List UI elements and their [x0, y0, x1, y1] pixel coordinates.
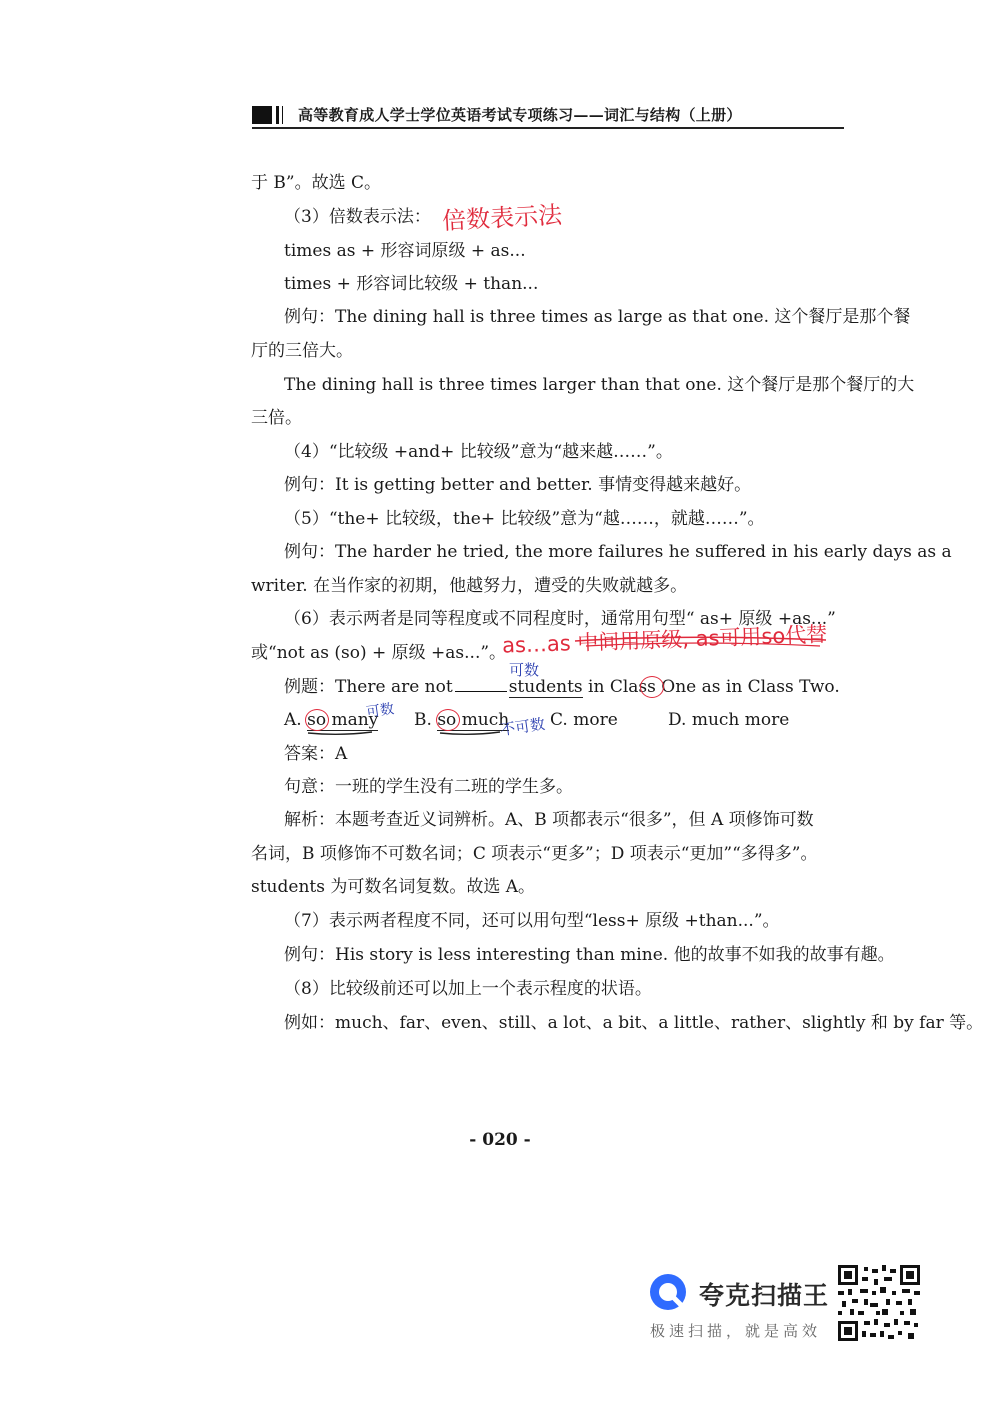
- option-a: [284, 710, 378, 730]
- question-word-students: students: [508, 677, 583, 697]
- header-bar-mark-thin: [282, 106, 283, 124]
- text-line: 或“not as (so) + 原级 +as...”。: [251, 643, 507, 663]
- question-as: as: [701, 677, 721, 697]
- option-c: C. more: [550, 710, 618, 730]
- analysis-line: 解析：本题考查近义词辨析。A、B 项都表示“很多”，但 A 项修饰可数: [284, 810, 814, 830]
- formula-line: times as + 形容词原级 + as...: [284, 241, 526, 261]
- option-a-label: A.: [284, 710, 302, 730]
- red-circle-so-b: [436, 709, 460, 731]
- section-heading-5: （5）“the+ 比较级，the+ 比较级”意为“越……，就越……”。: [284, 509, 765, 529]
- handwritten-note-multiples: 倍数表示法: [441, 200, 563, 236]
- header-rule: [252, 127, 844, 129]
- option-a-word: many: [331, 710, 379, 730]
- answer-blank: [455, 677, 507, 692]
- page-number: - 020 -: [469, 1130, 531, 1150]
- meaning-line: 句意：一班的学生没有二班的学生多。: [284, 777, 573, 797]
- section-heading-8: （8）比较级前还可以加上一个表示程度的状语。: [284, 979, 652, 999]
- option-d: D. much more: [668, 710, 790, 730]
- analysis-line: students 为可数名词复数。故选 A。: [251, 877, 536, 897]
- example-line: 例句：It is getting better and better. 事情变得越来越好。: [284, 475, 752, 495]
- handwritten-note-as-as: as…as 中间用原级, as可用so代替: [501, 622, 828, 658]
- page-header: [252, 102, 844, 128]
- example-line: The dining hall is three times larger than that one. 这个餐厅是那个餐厅的大: [284, 375, 915, 395]
- example-line: 例句：The harder he tried, the more failures he suffered in his early days as a: [284, 542, 952, 562]
- question-suffix: in Class Two.: [720, 677, 840, 697]
- handwritten-countable-students: 可数: [509, 661, 540, 679]
- option-b: [414, 710, 509, 730]
- example-line: 例如：much、far、even、still、a lot、a bit、a little、rather、slightly 和 by far 等。: [284, 1013, 984, 1033]
- option-b-so: so: [437, 710, 457, 730]
- text-line: 于 B”。故选 C。: [251, 173, 381, 193]
- quark-scanner-logo-icon: [648, 1272, 688, 1312]
- watermark-app-name: 夸克扫描王: [699, 1281, 830, 1310]
- handwritten-uncountable-much: 不可数: [499, 714, 547, 740]
- answer-line: 答案：A: [284, 744, 348, 764]
- question-middle: in Class One: [582, 677, 702, 697]
- option-b-label: B.: [414, 710, 432, 730]
- qr-code-icon: [838, 1265, 920, 1341]
- section-heading-7: （7）表示两者程度不同，还可以用句型“less+ 原级 +than...”。: [284, 911, 780, 931]
- example-line: 例句：His story is less interesting than mine. 他的故事不如我的故事有趣。: [284, 945, 895, 965]
- header-block-mark: [252, 106, 272, 124]
- red-circle-as: [640, 676, 664, 698]
- formula-line: times + 形容词比较级 + than...: [284, 274, 539, 294]
- question-prefix: 例题：There are not: [284, 677, 453, 697]
- option-a-so: so: [307, 710, 327, 730]
- option-b-word: much: [461, 710, 510, 730]
- analysis-line: 名词，B 项修饰不可数名词；C 项表示“更多”；D 项表示“更加”“多得多”。: [251, 844, 818, 864]
- example-line: 例句：The dining hall is three times as large as that one. 这个餐厅是那个餐: [284, 307, 911, 327]
- watermark-slogan: 极速扫描，就是高效: [650, 1322, 822, 1340]
- section-heading-3: （3）倍数表示法：: [284, 207, 431, 227]
- section-heading-4: （4）“比较级 +and+ 比较级”意为“越来越……”。: [284, 442, 673, 462]
- text-line: 三倍。: [251, 408, 302, 428]
- section-heading-6: （6）表示两者是同等程度或不同程度时，通常用句型“ as+ 原级 +as...”: [284, 609, 836, 629]
- text-line: writer. 在当作家的初期，他越努力，遭受的失败就越多。: [251, 576, 688, 596]
- handwritten-countable-many: 可数: [365, 701, 396, 721]
- question-line: [284, 676, 840, 698]
- header-title: 高等教育成人学士学位英语考试专项练习——词汇与结构（上册）: [298, 106, 742, 124]
- red-circle-so-a: [305, 709, 329, 731]
- header-bar-mark: [276, 106, 279, 124]
- text-line: 厅的三倍大。: [251, 341, 353, 361]
